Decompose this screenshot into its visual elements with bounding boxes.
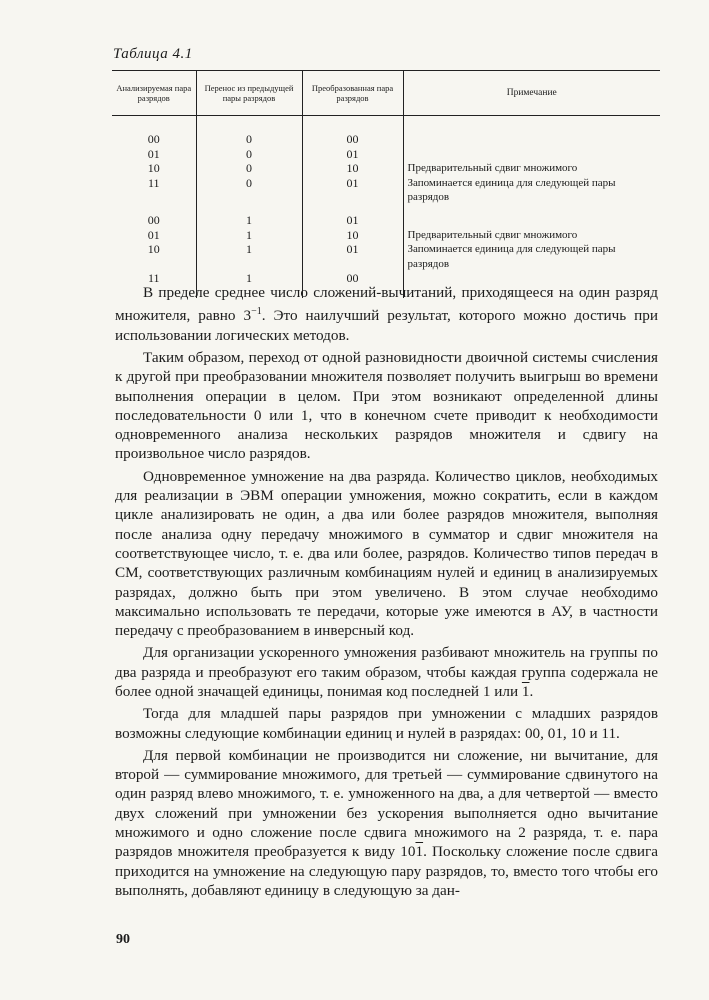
cell-converted: 01 <box>302 242 403 271</box>
cell-carry: 1 <box>196 213 302 228</box>
cell-pair: 11 <box>147 271 160 286</box>
conversion-table <box>112 70 660 298</box>
table-row <box>112 228 660 243</box>
code-inverse-one: 1 <box>415 843 424 861</box>
header-analyzed-pair: Анализируемая пара разрядов <box>112 71 196 116</box>
cell-pair: 01 <box>147 227 160 242</box>
cell-note <box>403 132 660 147</box>
header-converted-pair: Преобразованная пара разрядов <box>302 71 403 116</box>
table-row <box>112 132 660 147</box>
table-row <box>112 147 660 162</box>
cell-converted: 10 <box>302 161 403 176</box>
table-row <box>112 213 660 228</box>
page-number: 90 <box>116 932 130 947</box>
cell-carry: 0 <box>196 176 302 205</box>
paragraph-2: Таким образом, переход от одной разновидности двоичной системы счисления к другой при преобразовании множителя позволяет получить выигрыш во времени выполнения операции в целом. При этом возникают определенной длины последовательности 0 или 1, что в конечном счете приводит к необходимости одновременного анализа нескольких разрядов множителя и сдвигу на произвольное число разрядов. <box>115 348 658 463</box>
cell-pair: 10 <box>147 161 160 176</box>
cell-note: Предварительный сдвиг множимого <box>403 161 660 176</box>
cell-converted: 01 <box>302 147 403 162</box>
cell-pair: 10 <box>147 242 160 257</box>
table-caption: Таблица 4.1 <box>113 46 193 62</box>
cell-carry: 1 <box>196 242 302 271</box>
table-row <box>112 176 660 205</box>
cell-carry: 1 <box>196 228 302 243</box>
paragraph-5: Тогда для младшей пары разрядов при умножении с младших разрядов возможны следующие комбинации единиц и нулей в разрядах: 00, 01, 10 и 11. <box>115 705 658 742</box>
header-carry: Перенос из предыдущей пары разрядов <box>196 71 302 116</box>
cell-pair: 01 <box>147 146 160 161</box>
cell-carry: 1 <box>196 271 302 298</box>
cell-note <box>403 213 660 228</box>
cell-converted: 00 <box>302 271 403 298</box>
cell-note: Запоминается единица для следующей пары разрядов <box>403 242 660 271</box>
table-header-row <box>112 71 660 116</box>
cell-carry: 0 <box>196 161 302 176</box>
paragraph-6: Для первой комбинации не производится ни сложение, ни вычитание, для второй — суммирование множимого, для третьей — суммирование сдвинутого на один разряд влево множимого, т. е. умноженного на два, а для четвертой — вместо двух сложений при умножении без ускорения выполняется одно вычитание множимого и одно сложение после сдвига множимого на 2 разряда, т. е. пара разрядов множителя преобразуется к виду 101. Поскольку сложение после сдвига приходится на умножение на следующую пару разрядов, то, вместо того чтобы его выполнять, добавляют единицу в следующую за дан- <box>115 746 658 899</box>
cell-carry: 0 <box>196 132 302 147</box>
table-row <box>112 242 660 271</box>
cell-converted: 01 <box>302 176 403 205</box>
cell-note: Запоминается единица для следующей пары разрядов <box>403 176 660 205</box>
cell-note <box>403 147 660 162</box>
paragraph-3: Одновременное умножение на два разряда. Количество циклов, необходимых для реализации в ЭВМ операции умножения, можно сократить, если в каждом цикле анализировать не один, а два или более разрядов множителя, выполняя после анализа одну передачу множимого в сумматор и сдвиг множителя на соответствующее число, т. е. два или более, разрядов. Количество типов передач в СМ, соответствующих различным комбинациям нулей и единиц в анализируемых разрядах, должно быть при этом увеличено. В этом случае необходимо максимально использовать те передачи, которые уже имеются в АУ, в частности передачу с преобразованием в инверсный код. <box>115 467 658 640</box>
header-note: Примечание <box>403 71 660 116</box>
cell-carry: 0 <box>196 147 302 162</box>
inverse-one: 1 <box>521 683 530 700</box>
cell-pair: 00 <box>147 132 160 146</box>
cell-converted: 00 <box>302 132 403 147</box>
paragraph-1: В пределе среднее число сложений-вычитаний, приходящееся на один разряд множителя, равно $3^{-1}$. Это наилучший результат, которого можно достичь при использовании логических методов. <box>115 284 658 344</box>
body-text <box>115 283 658 900</box>
cell-converted: 10 <box>302 228 403 243</box>
code-10: 10 <box>400 843 416 861</box>
cell-converted: 01 <box>302 213 403 228</box>
paragraph-4: Для организации ускоренного умножения разбивают множитель на группы по два разряда и преобразуют его таким образом, чтобы каждая группа содержала не более одной значащей единицы, понимая код последней 1 или 1. <box>115 644 658 700</box>
table-row <box>112 161 660 176</box>
cell-pair: 00 <box>147 212 160 227</box>
cell-note: Предварительный сдвиг множимого <box>403 228 660 243</box>
cell-pair: 11 <box>147 175 160 190</box>
